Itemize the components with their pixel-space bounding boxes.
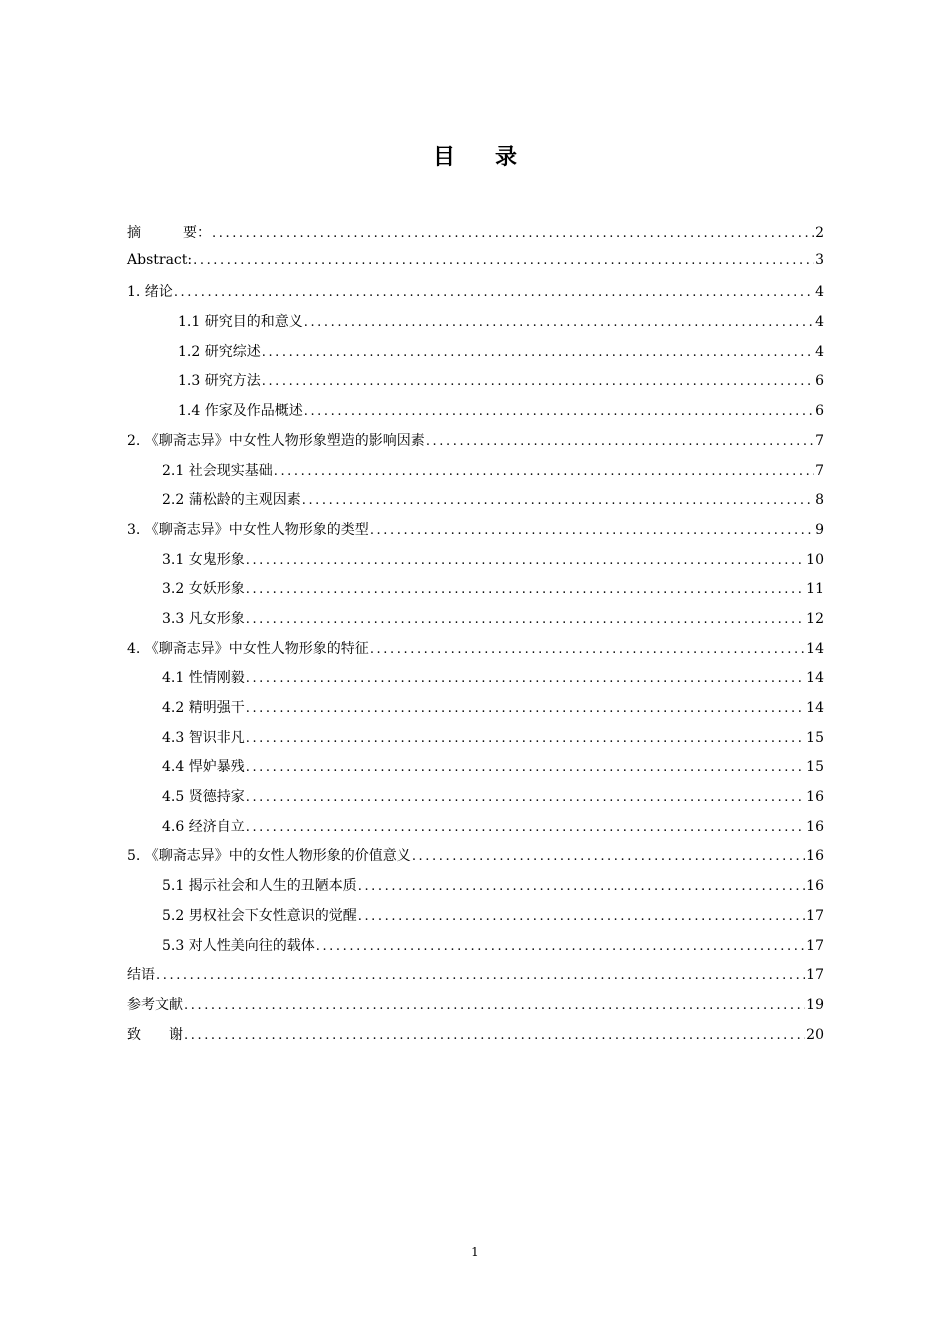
toc-entry[interactable] <box>127 964 824 994</box>
toc-entry[interactable] <box>127 608 824 638</box>
toc-entry-page: 3 <box>815 251 824 268</box>
page-title <box>0 140 950 171</box>
toc-entry-title: 2. 《聊斋志异》中女性人物形象塑造的影响因素 <box>127 432 425 449</box>
toc-entry[interactable] <box>127 697 824 727</box>
toc-leader-dots <box>174 285 814 300</box>
toc-entry-page: 14 <box>806 700 824 716</box>
toc-entry-page: 4 <box>815 343 824 360</box>
toc-leader-dots <box>246 760 805 775</box>
toc-leader-dots <box>212 226 814 241</box>
toc-entry[interactable] <box>127 281 824 311</box>
toc-leader-dots <box>246 820 805 835</box>
page-title-part1: 目 <box>432 145 455 170</box>
toc-entry-page: 17 <box>806 937 824 954</box>
toc-entry-title: 参考文献 <box>127 996 183 1013</box>
toc-entry-page: 12 <box>806 610 824 627</box>
toc-entry-page: 15 <box>806 759 824 776</box>
toc-leader-dots <box>156 968 805 983</box>
toc-leader-dots <box>302 493 814 508</box>
toc-entry-title: 4.2 精明强干 <box>162 700 245 716</box>
page-number: 1 <box>471 1245 479 1259</box>
toc-entry-page: 15 <box>806 729 824 746</box>
toc-leader-dots <box>262 345 814 360</box>
table-of-contents <box>127 222 824 1053</box>
toc-leader-dots <box>370 523 814 538</box>
toc-leader-dots <box>246 701 805 716</box>
toc-entry-title: 3.2 女妖形象 <box>162 581 245 598</box>
toc-leader-dots <box>246 612 805 627</box>
toc-entry-page: 16 <box>806 818 824 835</box>
toc-entry[interactable] <box>127 667 824 697</box>
toc-entry-page: 7 <box>815 432 824 449</box>
toc-entry-page: 19 <box>806 996 824 1013</box>
toc-entry-page: 9 <box>815 521 824 538</box>
toc-leader-dots <box>358 879 805 894</box>
toc-entry[interactable] <box>127 311 824 341</box>
toc-leader-dots <box>184 1028 805 1043</box>
toc-entry[interactable] <box>127 341 824 371</box>
toc-entry-title: 2.1 社会现实基础 <box>162 462 273 479</box>
toc-entry-title: 3.3 凡女形象 <box>162 610 245 627</box>
toc-leader-dots <box>246 731 805 746</box>
toc-entry-page: 11 <box>806 581 824 598</box>
toc-entry[interactable] <box>127 252 824 282</box>
toc-entry-page: 6 <box>815 373 824 390</box>
toc-entry[interactable] <box>127 845 824 875</box>
toc-entry[interactable] <box>127 1024 824 1054</box>
toc-entry-page: 16 <box>806 878 824 895</box>
toc-entry-page: 7 <box>815 462 824 479</box>
toc-entry-title: 4.3 智识非凡 <box>162 729 245 746</box>
toc-entry-title: 2.2 蒲松龄的主观因素 <box>162 492 301 509</box>
toc-entry-title: 4. 《聊斋志异》中女性人物形象的特征 <box>127 640 369 657</box>
toc-entry[interactable] <box>127 460 824 490</box>
toc-entry-title: 5.2 男权社会下女性意识的觉醒 <box>162 907 357 924</box>
toc-leader-dots <box>316 939 805 954</box>
toc-entry-title: 5. 《聊斋志异》中的女性人物形象的价值意义 <box>127 848 411 865</box>
toc-entry-title: 4.5 贤德持家 <box>162 789 245 806</box>
page-title-part2: 录 <box>495 145 518 170</box>
toc-entry-title: 1.2 研究综述 <box>178 343 261 360</box>
toc-entry[interactable] <box>127 905 824 935</box>
toc-entry-title: 1.1 研究目的和意义 <box>178 314 303 331</box>
toc-leader-dots <box>246 582 805 597</box>
toc-leader-dots <box>246 790 805 805</box>
toc-entry-title: 5.3 对人性美向往的载体 <box>162 937 315 954</box>
toc-entry-page: 10 <box>806 551 824 568</box>
toc-entry[interactable] <box>127 727 824 757</box>
toc-entry-page: 4 <box>815 314 824 331</box>
toc-leader-dots <box>274 464 814 479</box>
toc-entry-title: 结语 <box>127 967 155 984</box>
toc-entry[interactable] <box>127 935 824 965</box>
toc-entry-title: 4.6 经济自立 <box>162 818 245 835</box>
toc-entry[interactable] <box>127 994 824 1024</box>
toc-entry-page: 16 <box>806 848 824 865</box>
toc-entry[interactable] <box>127 549 824 579</box>
toc-leader-dots <box>358 909 805 924</box>
toc-entry-page: 17 <box>806 907 824 924</box>
toc-leader-dots <box>426 434 814 449</box>
toc-entry[interactable] <box>127 578 824 608</box>
toc-entry-title: 4.1 性情刚毅 <box>162 670 245 687</box>
toc-entry-title: 1. 绪论 <box>127 284 173 301</box>
toc-entry-page: 2 <box>815 225 824 241</box>
toc-entry[interactable] <box>127 756 824 786</box>
toc-entry-page: 14 <box>806 670 824 687</box>
toc-leader-dots <box>304 404 814 419</box>
toc-entry-title: Abstract: <box>127 251 193 268</box>
toc-entry[interactable] <box>127 222 824 252</box>
toc-entry[interactable] <box>127 875 824 905</box>
toc-entry[interactable] <box>127 400 824 430</box>
toc-entry[interactable] <box>127 519 824 549</box>
toc-leader-dots <box>412 849 805 864</box>
toc-entry-title: 1.4 作家及作品概述 <box>178 403 303 420</box>
toc-leader-dots <box>184 998 805 1013</box>
toc-entry-title: 3.1 女鬼形象 <box>162 551 245 568</box>
toc-entry-page: 17 <box>806 967 824 984</box>
toc-entry-page: 16 <box>806 789 824 806</box>
toc-entry-title: 摘 要： <box>127 225 211 241</box>
toc-entry[interactable] <box>127 816 824 846</box>
toc-entry-page: 4 <box>815 284 824 301</box>
toc-entry-title: 5.1 揭示社会和人生的丑陋本质 <box>162 878 357 895</box>
toc-entry[interactable] <box>127 786 824 816</box>
toc-entry-title: 1.3 研究方法 <box>178 373 261 390</box>
toc-entry[interactable] <box>127 430 824 460</box>
toc-entry-page: 14 <box>806 640 824 657</box>
toc-entry-page: 6 <box>815 403 824 420</box>
toc-entry-title: 3. 《聊斋志异》中女性人物形象的类型 <box>127 521 369 538</box>
toc-leader-dots <box>246 553 805 568</box>
toc-leader-dots <box>193 253 814 268</box>
toc-leader-dots <box>262 374 814 389</box>
toc-entry[interactable] <box>127 638 824 668</box>
toc-entry-page: 8 <box>815 492 824 509</box>
toc-entry-page: 20 <box>806 1026 824 1043</box>
toc-entry[interactable] <box>127 489 824 519</box>
toc-entry-title: 4.4 悍妒暴残 <box>162 759 245 776</box>
toc-leader-dots <box>246 671 805 686</box>
toc-entry[interactable] <box>127 370 824 400</box>
toc-leader-dots <box>370 642 805 657</box>
toc-leader-dots <box>304 315 814 330</box>
toc-entry-title: 致 谢 <box>127 1026 183 1043</box>
